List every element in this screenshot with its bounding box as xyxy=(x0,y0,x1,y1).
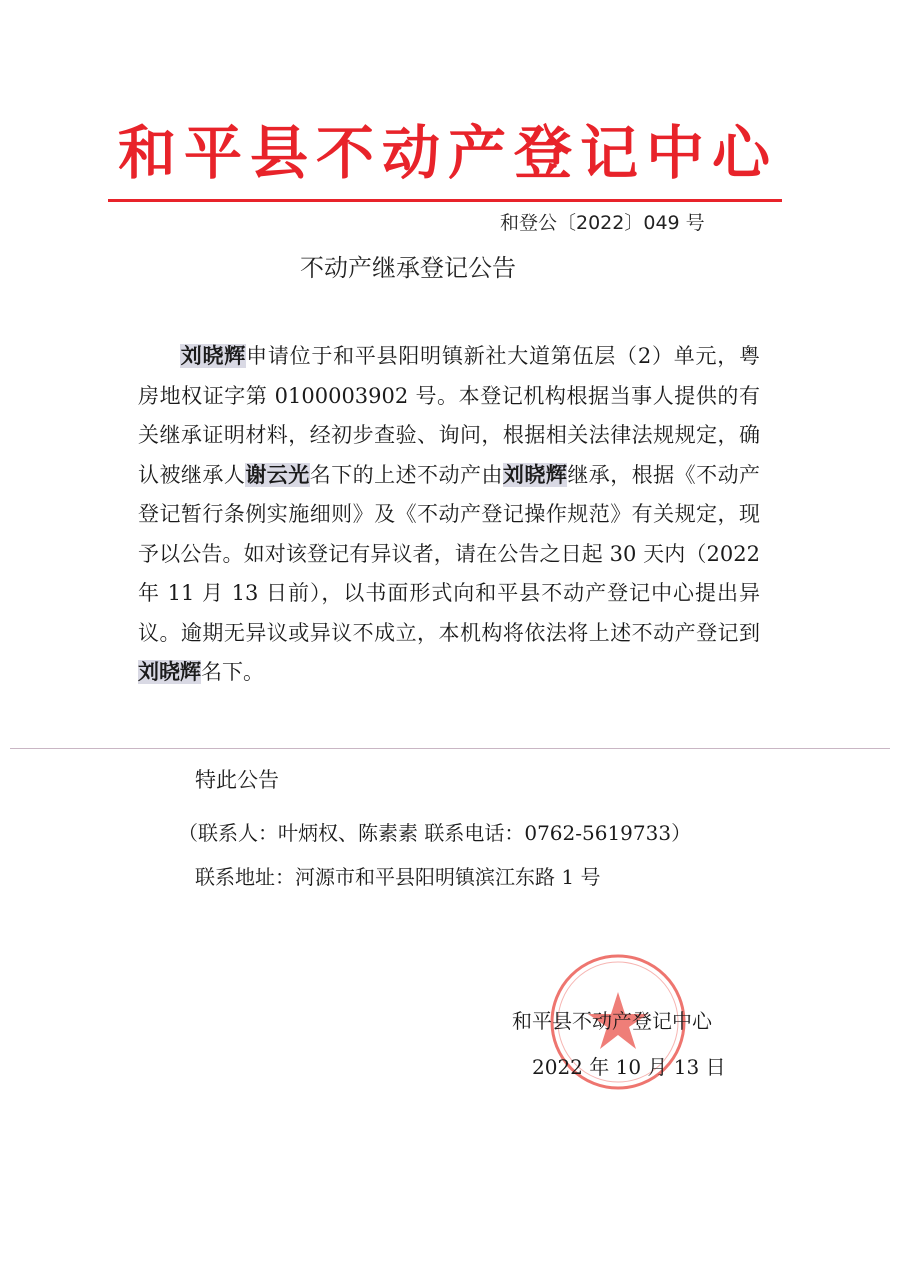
scan-divider-line xyxy=(10,748,890,749)
organization-title: 和平县不动产登记中心 xyxy=(117,119,778,187)
notice-text-segment: 名下的上述不动产由 xyxy=(309,462,503,487)
signature-organization: 和平县不动产登记中心 xyxy=(512,1009,712,1033)
closing-statement: 特此公告 xyxy=(195,768,279,792)
highlighted-name: 谢云光 xyxy=(245,462,310,487)
highlighted-name: 刘晓辉 xyxy=(180,344,247,368)
highlighted-name: 刘晓辉 xyxy=(502,462,568,487)
document-number: 和登公〔2022〕049 号 xyxy=(500,212,705,234)
notice-body xyxy=(138,337,760,693)
notice-paragraph xyxy=(138,344,760,684)
signature-date: 2022 年 10 月 13 日 xyxy=(532,1055,726,1079)
red-header-rule xyxy=(108,199,782,202)
notice-text-segment: 申请位于和平县阳明镇新社大道第伍层（2）单元，粤房地权证字第 0100003902 号。本登记机构根据当事人提供的有关继承证明材料，经初步查验、询问，根据相关法律法规规定，确认被继承人 xyxy=(138,344,761,487)
highlighted-name: 刘晓辉 xyxy=(138,660,201,684)
notice-text-segment: 继承，根据《不动产登记暂行条例实施细则》及《不动产登记操作规范》有关规定，现予以公告。如对该登记有异议者，请在公告之日起 30 天内（2022 年 11 月 13 日前），以书面形式向和平县不动产登记中心提出异议。逾期无异议或异议不成立，本机构将依法将上述不动产登记到 xyxy=(138,462,761,645)
address-line: 联系地址：河源市和平县阳明镇滨江东路 1 号 xyxy=(195,865,601,889)
notice-text-segment: 名下。 xyxy=(201,660,264,684)
contact-line: （联系人：叶炳权、陈素素 联系电话：0762-5619733） xyxy=(178,821,692,845)
document-title: 不动产继承登记公告 xyxy=(300,254,516,282)
